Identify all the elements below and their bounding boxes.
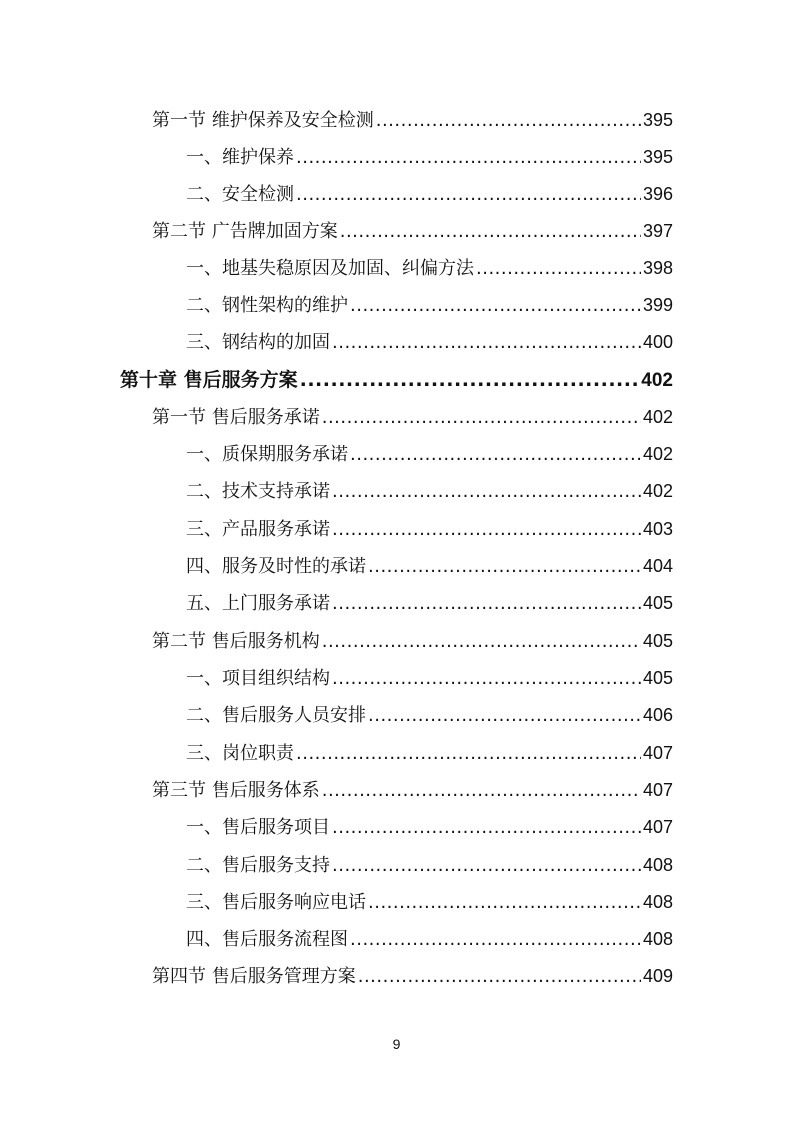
toc-entry-label: 一、售后服务项目: [186, 817, 330, 838]
leader-dots: [296, 183, 641, 207]
toc-entry[interactable]: [186, 293, 673, 318]
toc-entry-label: 一、维护保养: [186, 147, 294, 168]
leader-dots: [332, 667, 641, 691]
toc-entry-page: 402: [642, 481, 673, 501]
toc-entry-label: 一、质保期服务承诺: [186, 444, 348, 465]
toc-entry[interactable]: [186, 479, 673, 504]
toc-entry-label: 一、地基失稳原因及加固、纠偏方法: [186, 258, 474, 279]
leader-dots: [358, 965, 641, 989]
toc-entry[interactable]: [152, 778, 673, 803]
leader-dots: [332, 592, 641, 616]
toc-entry[interactable]: [186, 554, 673, 579]
toc-entry-page: 399: [642, 295, 673, 315]
toc-entry[interactable]: [186, 182, 673, 207]
leader-dots: [322, 630, 641, 654]
toc-entry-page: 398: [642, 258, 673, 278]
toc-entry-page: 395: [642, 147, 673, 167]
toc-entry-page: 402: [642, 444, 673, 464]
leader-dots: [332, 854, 641, 878]
toc-entry[interactable]: [152, 629, 673, 654]
toc-entry-label: 三、产品服务承诺: [186, 519, 330, 540]
toc-entry-page: 402: [642, 407, 673, 427]
toc-entry-page: 408: [642, 929, 673, 949]
toc-entry-label: 二、钢性架构的维护: [186, 295, 348, 316]
leader-dots: [332, 480, 641, 504]
toc-entry[interactable]: [186, 330, 673, 355]
toc-entry[interactable]: [186, 703, 673, 728]
toc-entry-page: 397: [642, 221, 673, 241]
toc-entry-page: 402: [641, 370, 673, 391]
toc-entry[interactable]: [152, 405, 673, 430]
leader-dots: [368, 704, 641, 728]
leader-dots: [368, 891, 641, 915]
toc-entry-page: 407: [642, 780, 673, 800]
toc-entry-page: 403: [642, 519, 673, 539]
toc-entry-label: 第三节 售后服务体系: [152, 780, 320, 801]
toc-entry-page: 404: [642, 556, 673, 576]
toc-entry-page: 400: [642, 332, 673, 352]
page-number: 9: [392, 1036, 401, 1052]
toc-entry-label: 二、售后服务支持: [186, 855, 330, 876]
toc-entry-label: 第二节 广告牌加固方案: [152, 221, 338, 242]
toc-entry-page: 395: [642, 110, 673, 130]
toc-entry-page: 396: [642, 184, 673, 204]
leader-dots: [322, 779, 641, 803]
toc-entry-label: 三、售后服务响应电话: [186, 892, 366, 913]
toc-entry-page: 407: [642, 743, 673, 763]
toc-entry-label: 四、服务及时性的承诺: [186, 556, 366, 577]
toc-entry-label: 三、岗位职责: [186, 743, 294, 764]
toc-entry-label: 二、技术支持承诺: [186, 481, 330, 502]
leader-dots: [332, 518, 641, 542]
leader-dots: [476, 257, 641, 281]
toc-entry-page: 408: [642, 855, 673, 875]
toc-entry[interactable]: [186, 256, 673, 281]
toc-entry-page: 405: [642, 668, 673, 688]
toc-entry-label: 第一节 维护保养及安全检测: [152, 110, 374, 131]
toc-entry[interactable]: [186, 853, 673, 878]
leader-dots: [368, 555, 641, 579]
leader-dots: [296, 146, 641, 170]
toc-entry-label: 第十章 售后服务方案: [120, 369, 298, 391]
toc-entry-label: 一、项目组织结构: [186, 668, 330, 689]
toc-chapter-entry[interactable]: [120, 368, 673, 393]
toc-entry-label: 第四节 售后服务管理方案: [152, 966, 356, 987]
toc-entry-label: 三、钢结构的加固: [186, 332, 330, 353]
leader-dots: [350, 443, 641, 467]
toc-entry-page: 405: [642, 631, 673, 651]
toc-entry-label: 第二节 售后服务机构: [152, 631, 320, 652]
leader-dots: [296, 742, 641, 766]
toc-entry[interactable]: [152, 964, 673, 989]
toc-entry[interactable]: [186, 927, 673, 952]
toc-entry[interactable]: [186, 442, 673, 467]
toc-entry[interactable]: [186, 741, 673, 766]
toc-entry-page: 409: [642, 966, 673, 986]
toc-entry-page: 405: [642, 593, 673, 613]
leader-dots: [332, 331, 641, 355]
leader-dots: [376, 109, 641, 133]
toc-entry[interactable]: [186, 666, 673, 691]
leader-dots: [322, 406, 641, 430]
toc-entry[interactable]: [186, 517, 673, 542]
toc-entry-page: 406: [642, 705, 673, 725]
leader-dots: [340, 220, 641, 244]
toc-entry[interactable]: [186, 815, 673, 840]
toc-entry-page: 407: [642, 817, 673, 837]
leader-dots: [332, 816, 641, 840]
toc-entry-label: 第一节 售后服务承诺: [152, 407, 320, 428]
toc-entry[interactable]: [152, 108, 673, 133]
toc-entry[interactable]: [186, 890, 673, 915]
toc-entry[interactable]: [152, 219, 673, 244]
leader-dots: [300, 368, 640, 392]
toc-entry-label: 四、售后服务流程图: [186, 929, 348, 950]
toc-entry-label: 五、上门服务承诺: [186, 593, 330, 614]
toc-entry-label: 二、售后服务人员安排: [186, 705, 366, 726]
leader-dots: [350, 928, 641, 952]
toc-entry[interactable]: [186, 145, 673, 170]
toc-entry-page: 408: [642, 892, 673, 912]
toc-entry-label: 二、安全检测: [186, 184, 294, 205]
leader-dots: [350, 294, 641, 318]
toc-entry[interactable]: [186, 591, 673, 616]
